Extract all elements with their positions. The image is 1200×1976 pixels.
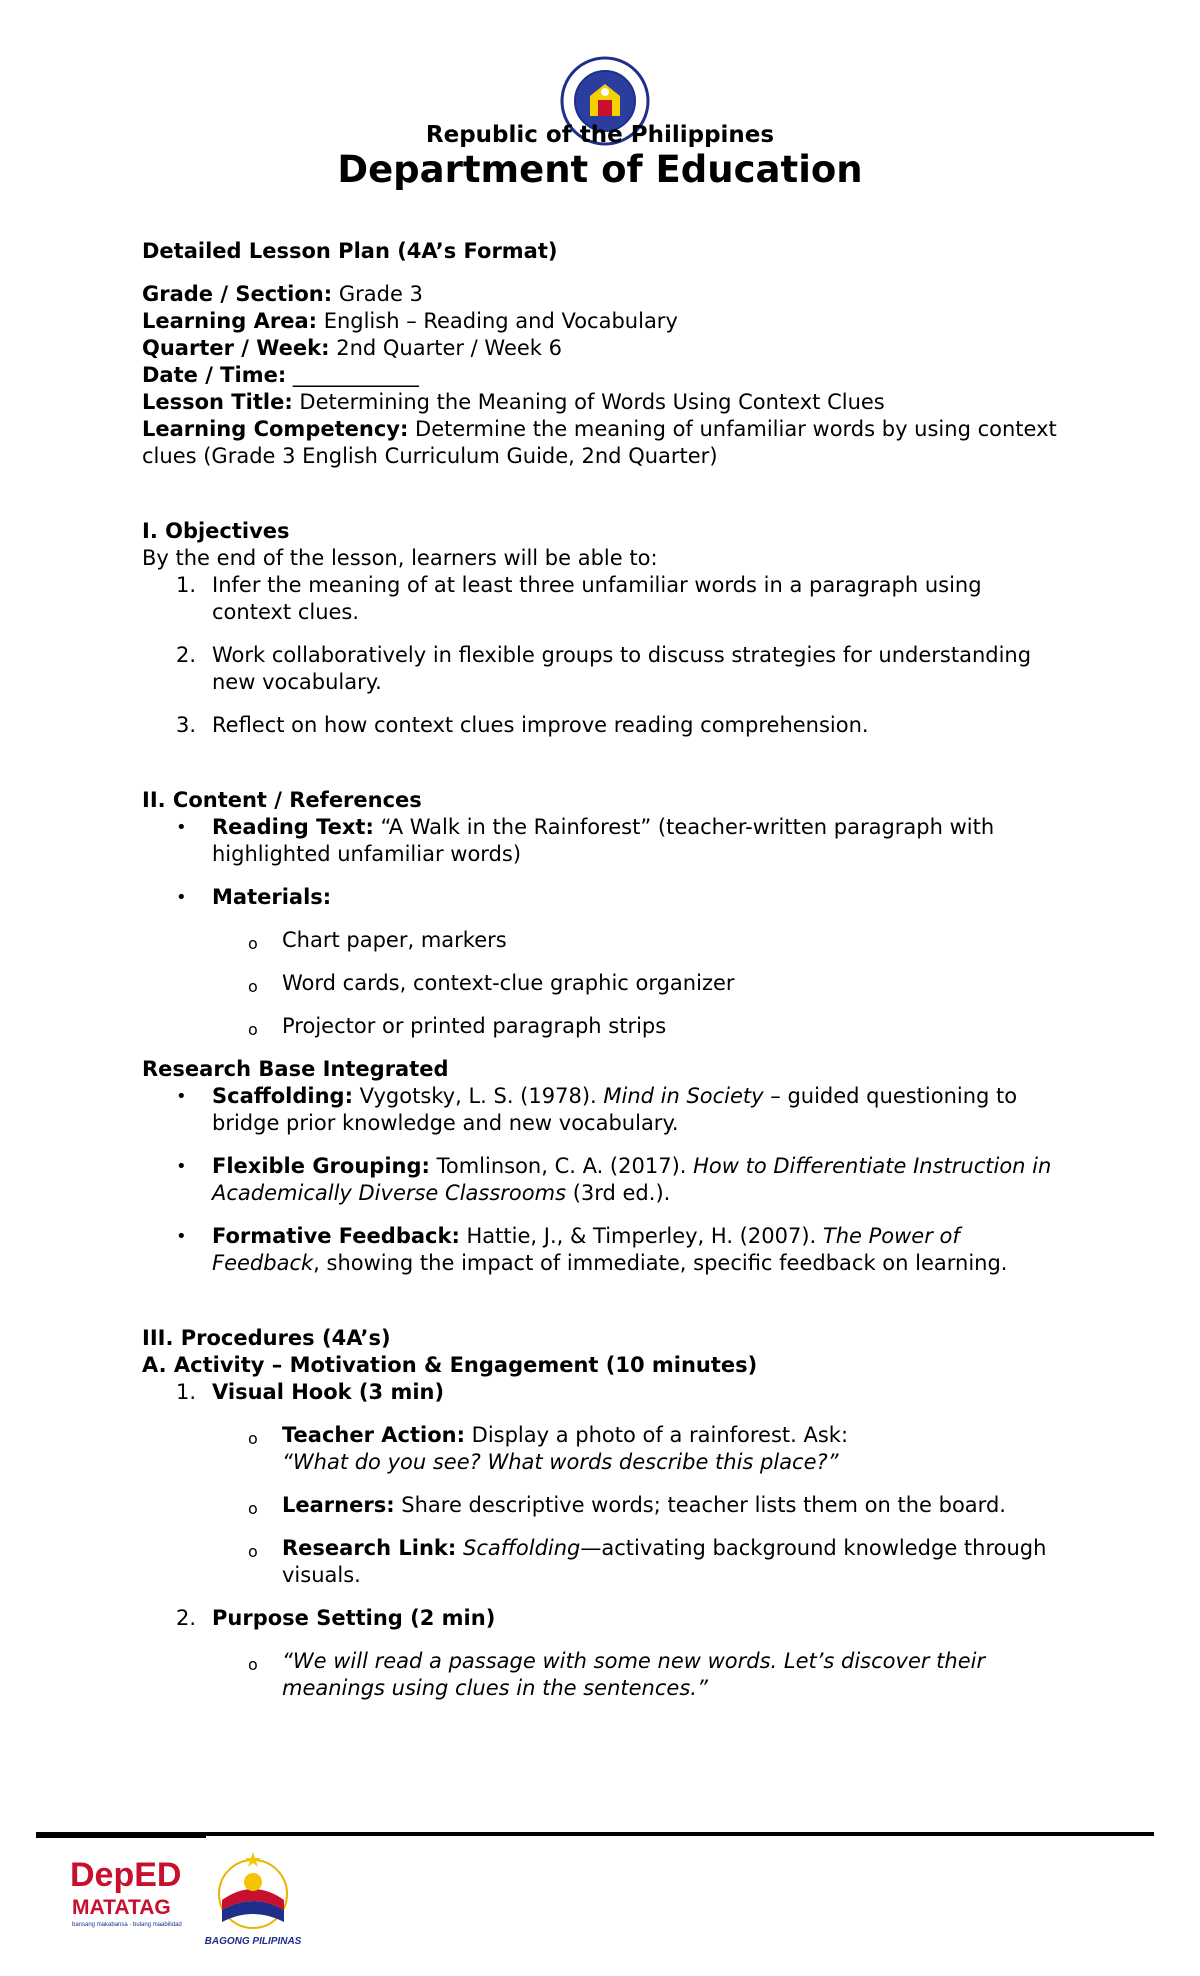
research-text: (3rd ed.). [566,1181,671,1205]
matatag-tagline: bansang makabansa · bulang maabilidad [72,1922,182,1928]
research-text: – guided questioning to bridge prior knowledge and new vocabulary. [212,1084,1018,1135]
step-text: Display a photo of a rainforest. Ask: [464,1423,849,1447]
objective-text: Infer the meaning of at least three unfamiliar words in a paragraph using context clues. [212,573,982,624]
bagong-pilipinas-logo-icon [198,1848,308,1948]
list-item: 1. Visual Hook (3 min) [176,1380,445,1404]
material-text: Chart paper, markers [282,928,507,952]
research-label: Formative Feedback: [212,1224,460,1248]
step-label: Teacher Action: [282,1423,465,1447]
list-item: • Materials: [176,885,332,909]
list-item: o Projector or printed paragraph strips [248,1014,667,1039]
list-item: 1. Infer the meaning of at least three unfamiliar words in a paragraph using context clues. [176,573,982,624]
info-label: Lesson Title: [142,390,293,414]
research-label: Scaffolding: [212,1084,353,1108]
deped-matatag-logo-icon [68,1848,196,1948]
list-item: 3. Reflect on how context clues improve reading comprehension. [176,713,869,737]
step-text: Share descriptive words; teacher lists them on the board. [394,1493,1006,1517]
list-item: o Chart paper, markers [248,928,507,953]
info-lesson-title [142,389,1062,416]
procedures-heading: III. Procedures (4A’s) [142,1326,391,1350]
list-item: • Reading Text: “A Walk in the Rainforest” (teacher-written paragraph with highlighted unfamiliar words) [176,815,995,866]
list-item: o “We will read a passage with some new words. Let’s discover their meanings using clues in the sentences.” [248,1649,986,1700]
objective-text: Work collaboratively in flexible groups to discuss strategies for understanding new vocabulary. [212,643,1032,694]
info-value: Determining the Meaning of Words Using Context Clues [292,390,885,414]
info-label: Date / Time: [142,363,287,387]
info-label: Grade / Section: [142,282,333,306]
footer-divider-accent [36,1836,206,1838]
research-list [142,1083,1062,1277]
material-text: Word cards, context-clue graphic organizer [282,971,735,995]
info-value: 2nd Quarter / Week 6 [329,336,563,360]
list-item: • Scaffolding: Vygotsky, L. S. (1978). Mind in Society – guided questioning to bridge prior knowledge and new vocabulary. [176,1084,1018,1135]
info-learning-area [142,308,1062,335]
department-heading: Department of Education [337,148,863,191]
lesson-content [142,238,1062,1718]
list-item: 2. Work collaboratively in flexible groups to discuss strategies for understanding new vocabulary. [176,643,1032,694]
reading-value: “A Walk in the Rainforest” (teacher-written paragraph with highlighted unfamiliar words) [212,815,995,866]
list-item: o Research Link: Scaffolding—activating background knowledge through visuals. [248,1536,1047,1587]
info-quarter [142,335,1062,362]
info-label: Learning Competency: [142,417,409,441]
content-list [142,814,1062,911]
material-text: Projector or printed paragraph strips [282,1014,667,1038]
research-work: Mind in Society [603,1084,764,1108]
info-value: ____________ [286,363,419,387]
activity-heading: A. Activity – Motivation & Engagement (10 minutes) [142,1353,758,1377]
step-title: Visual Hook (3 min) [212,1380,445,1404]
objectives-intro: By the end of the lesson, learners will be able to: [142,546,658,570]
list-item: • Flexible Grouping: Tomlinson, C. A. (2017). How to Differentiate Instruction in Academically Diverse Classrooms (3rd ed.). [176,1154,1052,1205]
matatag-logo-text: MATATAG [72,1896,171,1919]
info-competency [142,416,1062,470]
list-item: 2. Purpose Setting (2 min) [176,1606,496,1630]
list-item: o Learners: Share descriptive words; teacher lists them on the board. [248,1493,1006,1518]
research-heading: Research Base Integrated [142,1057,449,1081]
info-grade [142,281,1062,308]
research-work: The Power of Feedback [212,1224,960,1275]
list-item: o Teacher Action: Display a photo of a rainforest. Ask: “What do you see? What words describe this place?” [248,1423,849,1474]
research-label: Flexible Grouping: [212,1154,430,1178]
deped-logo-text: DepED [70,1856,182,1894]
step-title: Purpose Setting (2 min) [212,1606,496,1630]
objectives-list [142,572,1062,739]
research-work: How to Differentiate Instruction in Academically Diverse Classrooms [212,1154,1052,1205]
list-item: • Formative Feedback: Hattie, J., & Timperley, H. (2007). The Power of Feedback, showing the impact of immediate, specific feedback on learning. [176,1224,1008,1275]
bagong-pilipinas-text: BAGONG PILIPINAS [204,1936,302,1947]
info-label: Quarter / Week: [142,336,330,360]
research-text: Tomlinson, C. A. (2017). [429,1154,694,1178]
research-text: , showing the impact of immediate, specific feedback on learning. [313,1251,1008,1275]
procedure-steps [142,1379,1062,1406]
step-quote: “We will read a passage with some new words. Let’s discover their meanings using clues in the sentences.” [282,1649,986,1700]
step-label: Learners: [282,1493,395,1517]
materials-label: Materials: [212,885,332,909]
objective-text: Reflect on how context clues improve reading comprehension. [212,713,869,737]
step-term: Scaffolding [462,1536,581,1560]
info-value: English – Reading and Vocabulary [317,309,678,333]
step1-list [142,1422,1062,1589]
lesson-plan-title: Detailed Lesson Plan (4A’s Format) [142,239,558,263]
research-text: Vygotsky, L. S. (1978). [353,1084,604,1108]
content-heading: II. Content / References [142,788,422,812]
research-text: Hattie, J., & Timperley, H. (2007). [459,1224,823,1248]
step-label: Research Link: [282,1536,457,1560]
list-item: o Word cards, context-clue graphic organizer [248,971,735,996]
info-value: Determine the meaning of unfamiliar words by using context clues (Grade 3 English Curriculum Guide, 2nd Quarter) [142,417,1057,468]
info-label: Learning Area: [142,309,318,333]
objectives-heading: I. Objectives [142,519,290,543]
republic-heading: Republic of the Philippines [425,122,775,148]
info-value: Grade 3 [332,282,423,306]
step-text: —activating background knowledge through visuals. [282,1536,1047,1587]
materials-list [142,927,1062,1040]
reading-label: Reading Text: [212,815,374,839]
step2-list [142,1648,1062,1702]
lesson-info [142,281,1062,470]
step-quote: “What do you see? What words describe this place?” [282,1450,839,1474]
info-date [142,362,1062,389]
procedure-steps-2 [142,1605,1062,1632]
